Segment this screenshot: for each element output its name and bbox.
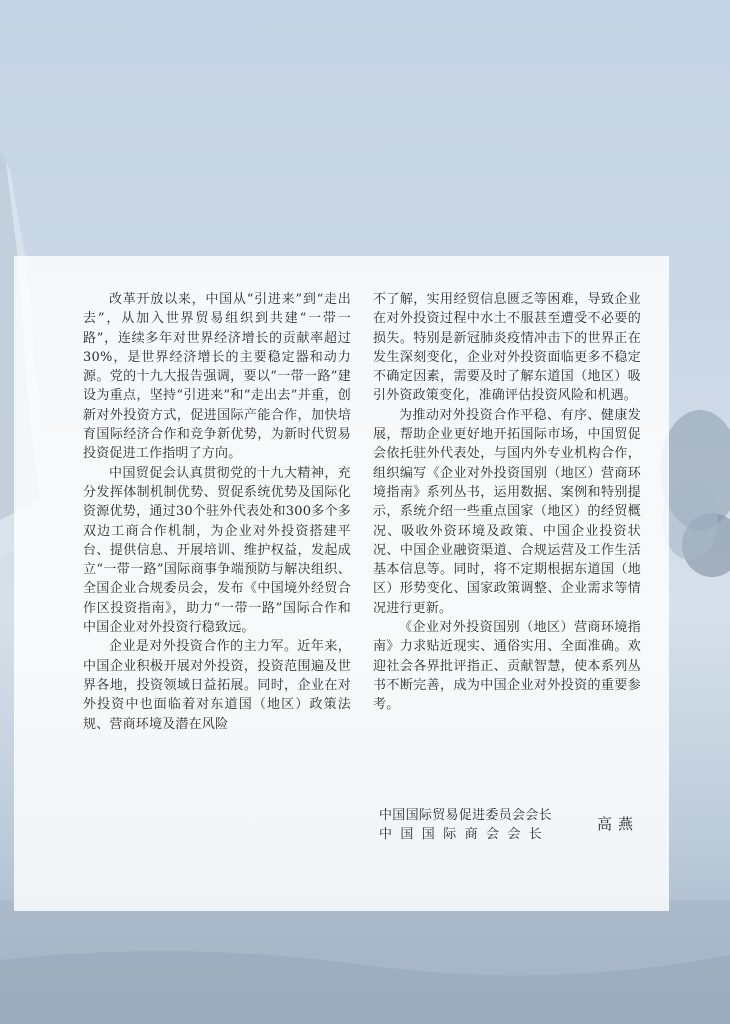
paragraph-1: 改革开放以来，中国从“引进来”到“走出去”，从加入世界贸易组织到共建“一带一路”，连续多年对世界经济增长的贡献率超过30%，是世界经济增长的主要稳定器和动力源。党的十九大报告强调，要以“一带一路”建设为重点，坚持“引进来”和“走出去”并重，创新对外投资方式，促进国际产能合作，加快培育国际经济合作和竞争新优势，为新时代贸易投资促进工作指明了方向。 [83,292,351,462]
paragraph-2: 中国贸促会认真贯彻党的十九大精神，充分发挥体制机制优势、贸促系统优势及国际化资源优势，通过30个驻外代表处和300多个多双边工商合作机制，为企业对外投资搭建平台、提供信息、开展培训、维护权益，发起成立“一带一路”国际商事争端预防与解决组织、全国企业合规委员会，发布《中国境外经贸合作区投资指南》，助力“一带一路”国际合作和中国企业对外投资行稳致远。 [83,465,351,636]
signature-title-ccoic: 中国国际商会会长 [379,827,551,842]
paragraph-5: 《企业对外投资国别（地区）营商环境指南》力求贴近现实、通俗实用、全面准确。欢迎社会各界批评指正、贡献智慧，使本系列丛书不断完善，成为中国企业对外投资的重要参考。 [373,620,641,713]
left-column [83,290,351,734]
signature-name: 高燕 [597,815,640,833]
signature-titles [379,806,552,844]
paragraph-4: 为推动对外投资合作平稳、有序、健康发展，帮助企业更好地开拓国际市场，中国贸促会依托驻外代表处，与国内外专业机构合作，组织编写《企业对外投资国别（地区）营商环境指南》系列丛书，运用数据、案例和特别提示，系统介绍一些重点国家（地区）的经贸概况、吸收外资环境及政策、中国企业投资状况、中国企业融资渠道、合规运营及工作生活基本信息等。同时，将不定期根据东道国（地区）形势变化、国家政策调整、企业需求等情况进行更新。 [373,407,641,616]
signature-title-ccpit: 中国国际贸易促进委员会会长 [379,808,552,823]
right-column [373,290,641,715]
paragraph-3: 企业是对外投资合作的主力军。近年来，中国企业积极开展对外投资，投资范围遍及世界各地，投资领域日益拓展。同时，企业在对外投资中也面临着对东道国（地区）政策法规、营商环境及潜在风险 [83,639,351,732]
paragraph-3-continued: 不了解，实用经贸信息匮乏等困难，导致企业在对外投资过程中水土不服甚至遭受不必要的损失。特别是新冠肺炎疫情冲击下的世界正在发生深刻变化，企业对外投资面临更多不稳定不确定因素，需要及时了解东道国（地区）吸引外资政策变化，准确评估投资风险和机遇。 [373,292,641,404]
signature-block [379,806,649,844]
